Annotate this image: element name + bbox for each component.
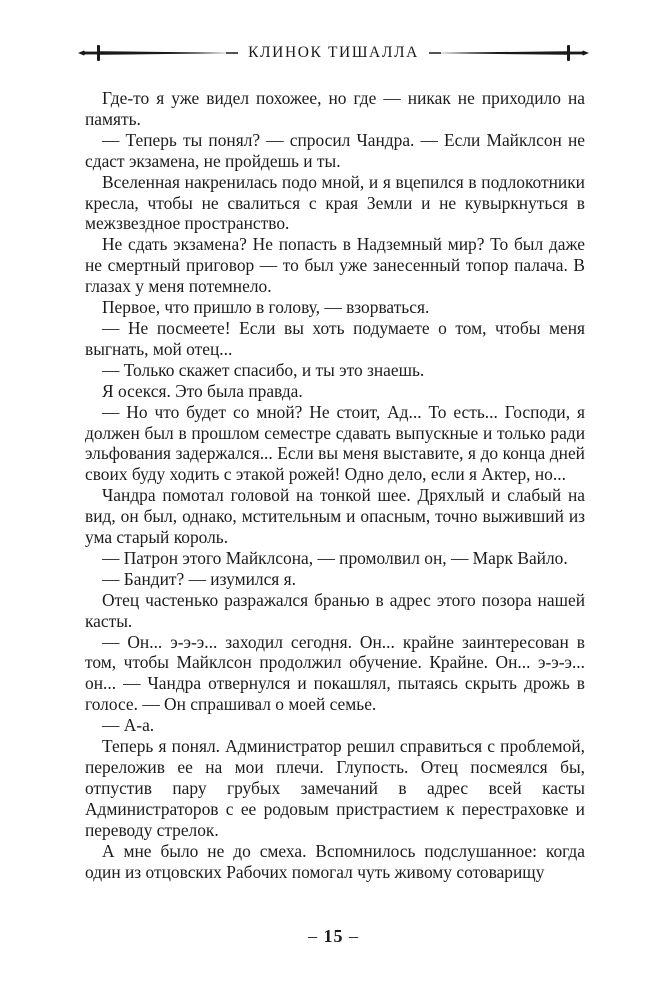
folio-dash-right: –	[349, 926, 359, 946]
folio-dash-left: –	[308, 926, 318, 946]
paragraph: — Но что будет со мной? Не стоит, Ад... То есть... Господи, я должен был в прошлом семестре сдавать выпускные и только ради эльфования задержался... Если вы меня выставите, я до конца дней своих буду ходить с этакой рожей! Одно дело, если я Актер, но...	[85, 401, 585, 485]
running-header	[76, 38, 591, 68]
paragraph: Не сдать экзамена? Не попасть в Надземный мир? То был даже не смертный приговор — то был уже занесенный топор палача. В глазах у меня потемнело.	[85, 234, 585, 297]
paragraph: Теперь я понял. Администратор решил справиться с проблемой, переложив ее на мои плечи. Глупость. Отец посмеялся бы, отпустив пару грубых замечаний в адрес всей касты Администраторов с ее родовым пристрастием к перестраховке и переводу стрелок.	[85, 736, 585, 840]
paragraph: Я осекся. Это была правда.	[102, 380, 303, 401]
paragraph: Вселенная накренилась подо мной, и я вцепился в подлокотники кресла, чтобы не свалиться с края Земли и не кувыркнуться в межзвездное пространство.	[85, 171, 585, 234]
book-title: КЛИНОК ТИШАЛЛА	[238, 44, 429, 61]
paragraph: Первое, что пришло в голову, — взорваться.	[102, 297, 430, 318]
paragraph: — Только скажет спасибо, и ты это знаешь.	[102, 359, 425, 380]
paragraph: — Он... э-э-э... заходил сегодня. Он... крайне заинтересован в том, чтобы Майклсон продолжил обучение. Крайне. Он... э-э-э... он... — Чандра отвернулся и покашлял, пытаясь скрыть дрожь в голосе. — Он спрашивал о моей семье.	[85, 631, 585, 715]
body-text	[85, 88, 585, 882]
paragraph: А мне было не до смеха. Вспомнилось подслушанное: когда один из отцовских Рабочих помогал чуть живому сотоварищу	[85, 840, 585, 882]
paragraph: Чандра помотал головой на тонкой шее. Дряхлый и слабый на вид, он был, однако, мстительным и опасным, точно выживший из ума старый король.	[85, 485, 585, 548]
paragraph: — А-а.	[102, 715, 155, 736]
paragraph: — Патрон этого Майклсона, — промолвил он, — Марк Вайло.	[102, 547, 568, 568]
paragraph: Отец частенько разражался бранью в адрес этого позора нашей касты.	[85, 589, 585, 631]
paragraph: — Не посмеете! Если вы хоть подумаете о том, чтобы меня выгнать, мой отец...	[85, 317, 585, 359]
page-number-value: 15	[323, 926, 344, 946]
paragraph: — Бандит? — изумился я.	[102, 568, 296, 589]
running-header-title	[76, 44, 591, 62]
paragraph: — Теперь ты понял? — спросил Чандра. — Если Майклсон не сдаст экзамена, не пройдешь и ты.	[85, 129, 585, 171]
paragraph: Где-то я уже видел похожее, но где — никак не приходило на память.	[85, 88, 585, 129]
page-number	[0, 926, 667, 947]
